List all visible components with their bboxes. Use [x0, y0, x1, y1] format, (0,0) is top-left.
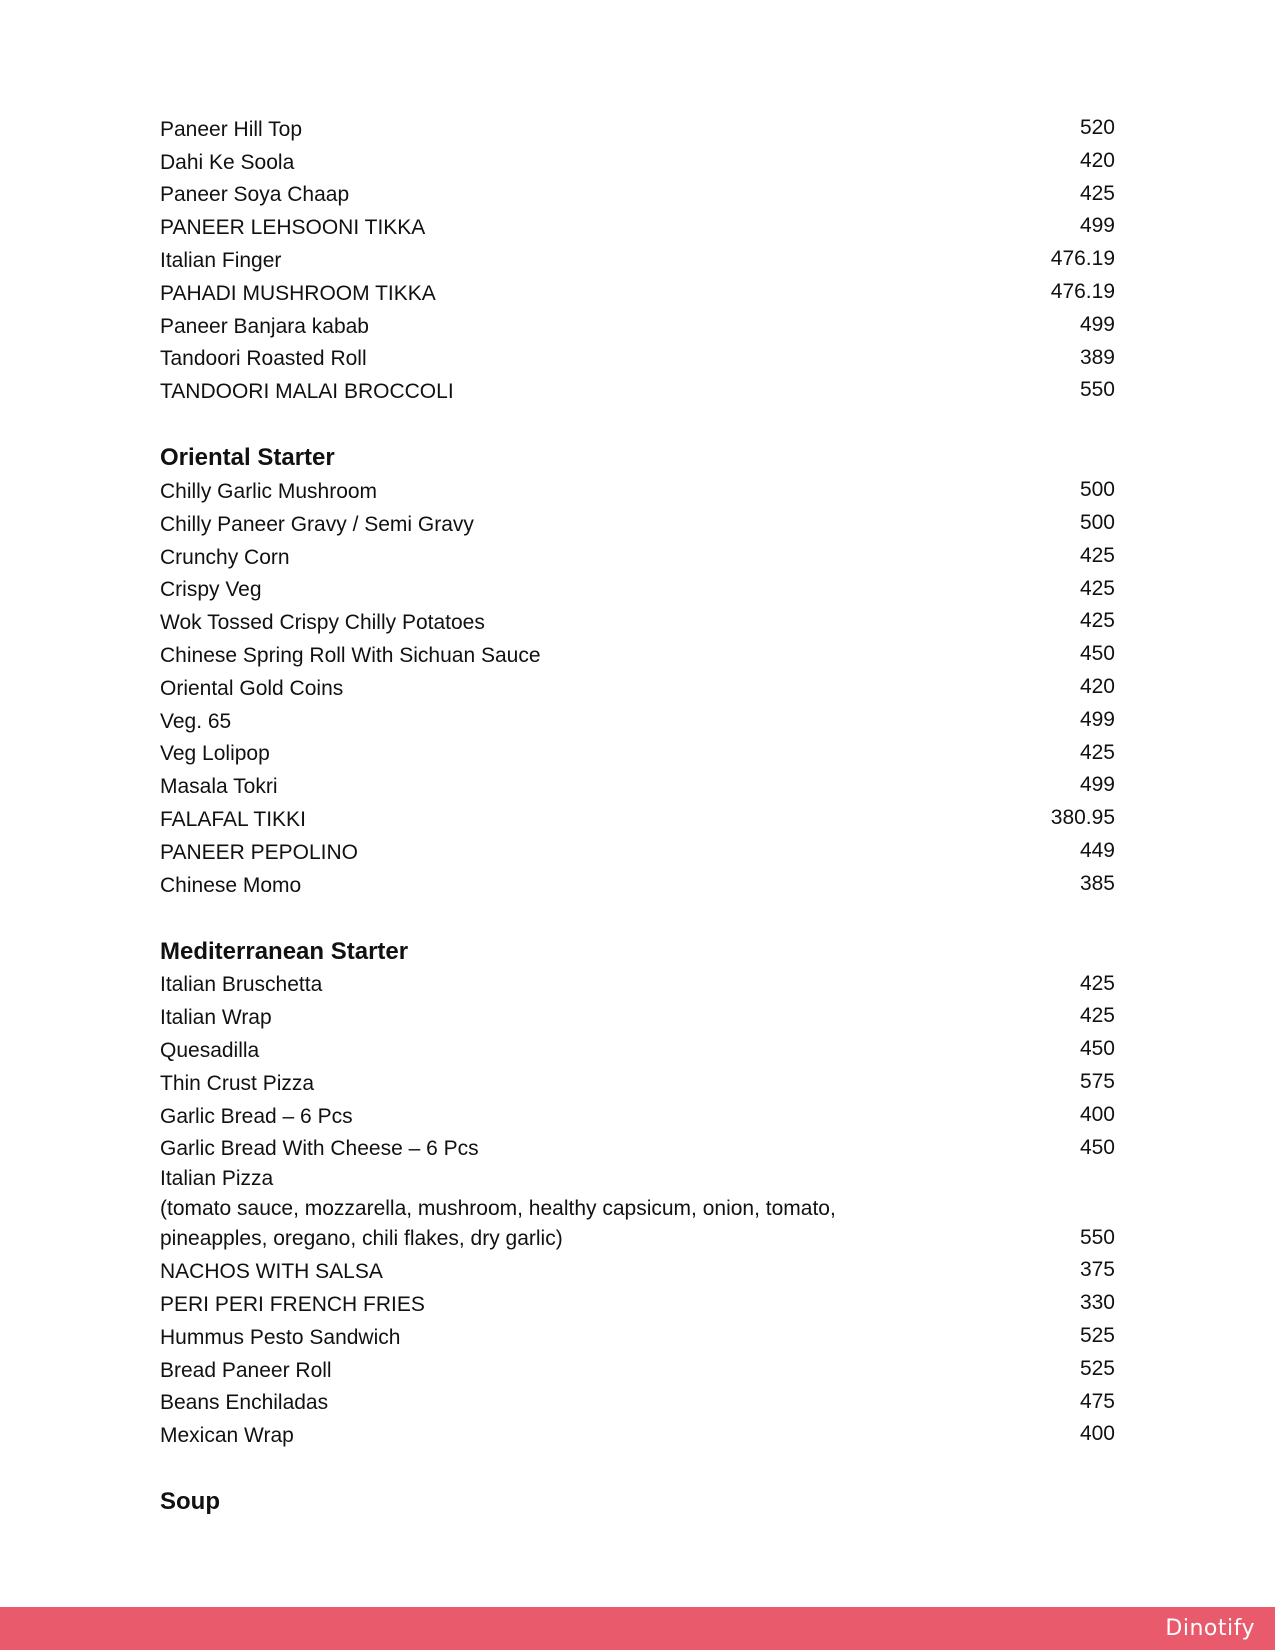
item-name: PANEER LEHSOONI TIKKA: [160, 216, 426, 240]
section-items: [160, 968, 1115, 1452]
item-name: TANDOORI MALAI BROCCOLI: [160, 380, 454, 404]
item-price: 499: [1079, 707, 1115, 731]
item-name: Chinese Momo: [160, 873, 302, 897]
item-price: 475: [1079, 1389, 1115, 1413]
menu-item: [160, 540, 1115, 573]
menu-item: [160, 1386, 1115, 1419]
item-name: Paneer Hill Top: [160, 117, 303, 141]
menu-item: [160, 178, 1115, 211]
item-name: Mexican Wrap: [160, 1424, 294, 1448]
menu-item: [160, 638, 1115, 671]
menu-section-mediterranean-starter: [160, 936, 1115, 1452]
item-price: 500: [1079, 510, 1115, 534]
item-price: 450: [1079, 642, 1115, 666]
item-price: 575: [1079, 1069, 1115, 1093]
menu-item: [160, 1287, 1115, 1320]
section-items: [160, 474, 1115, 900]
item-name: Paneer Soya Chaap: [160, 183, 350, 207]
item-price: 330: [1079, 1291, 1115, 1315]
item-name: NACHOS WITH SALSA: [160, 1260, 383, 1284]
item-name: Beans Enchiladas: [160, 1391, 329, 1415]
item-price: 499: [1079, 214, 1115, 238]
item-name: Garlic Bread – 6 Pcs: [160, 1104, 353, 1128]
item-name: Masala Tokri: [160, 775, 278, 799]
item-name: Hummus Pesto Sandwich: [160, 1325, 401, 1349]
item-price: 425: [1079, 1004, 1115, 1028]
item-name: Italian Wrap: [160, 1006, 272, 1030]
menu-item: [160, 671, 1115, 704]
item-price: 476.19: [1050, 279, 1115, 303]
menu-item: [160, 835, 1115, 868]
item-price: 400: [1079, 1102, 1115, 1126]
menu-section: [160, 112, 1115, 407]
item-name: Italian Bruschetta: [160, 973, 323, 997]
item-name: Italian Finger: [160, 248, 282, 272]
menu-item: [160, 276, 1115, 309]
item-price: 525: [1079, 1356, 1115, 1380]
item-price: 400: [1079, 1422, 1115, 1446]
menu-item: [160, 769, 1115, 802]
menu-item: [160, 1099, 1115, 1132]
menu-item: [160, 868, 1115, 901]
item-price: 380.95: [1050, 806, 1115, 830]
menu-item: [160, 210, 1115, 243]
item-name: Chilly Garlic Mushroom: [160, 479, 378, 503]
item-name: Veg. 65: [160, 709, 232, 733]
item-price: 499: [1079, 312, 1115, 336]
item-name: Crispy Veg: [160, 578, 262, 602]
menu-item: [160, 1320, 1115, 1353]
footer-brand-logo: Dinotify: [1165, 1616, 1255, 1641]
item-price: 375: [1079, 1258, 1115, 1282]
menu-item: [160, 1033, 1115, 1066]
menu-item: [160, 802, 1115, 835]
item-price: 520: [1079, 116, 1115, 139]
item-price: 425: [1079, 609, 1115, 633]
menu-item-with-description: [160, 1164, 1115, 1254]
item-price: 425: [1079, 971, 1115, 995]
item-name: Veg Lolipop: [160, 742, 270, 766]
item-price: 449: [1079, 838, 1115, 862]
menu-item: [160, 1353, 1115, 1386]
menu-item: [160, 968, 1115, 1001]
menu-item: [160, 1254, 1115, 1287]
item-price: 500: [1079, 478, 1115, 502]
item-name: Chinese Spring Roll With Sichuan Sauce: [160, 643, 541, 667]
item-price: 499: [1079, 773, 1115, 797]
menu-item: [160, 1418, 1115, 1451]
menu-item: [160, 507, 1115, 540]
menu-item: [160, 112, 1115, 145]
item-name: Crunchy Corn: [160, 545, 290, 569]
item-name: Paneer Banjara kabab: [160, 314, 369, 338]
section-heading: Soup: [160, 1488, 220, 1516]
item-price: 525: [1079, 1323, 1115, 1347]
menu-page: [160, 112, 1115, 1518]
menu-item: [160, 309, 1115, 342]
item-price: 420: [1079, 674, 1115, 698]
item-price: 550: [1079, 1225, 1115, 1249]
menu-item: [160, 605, 1115, 638]
menu-item: [160, 1000, 1115, 1033]
menu-item: [160, 474, 1115, 507]
menu-item: [160, 1132, 1115, 1165]
menu-item: [160, 243, 1115, 276]
item-price: 550: [1079, 378, 1115, 402]
menu-item: [160, 374, 1115, 407]
section-heading: Mediterranean Starter: [160, 937, 409, 965]
item-name: Chilly Paneer Gravy / Semi Gravy: [160, 512, 474, 536]
item-name: Wok Tossed Crispy Chilly Potatoes: [160, 611, 485, 635]
item-name: Garlic Bread With Cheese – 6 Pcs: [160, 1137, 479, 1161]
item-price: 389: [1079, 345, 1115, 369]
item-price: 420: [1079, 148, 1115, 172]
item-name: Bread Paneer Roll: [160, 1358, 332, 1382]
menu-item: [160, 342, 1115, 375]
item-name: PERI PERI FRENCH FRIES: [160, 1292, 425, 1316]
menu-item: [160, 1066, 1115, 1099]
item-price: 450: [1079, 1037, 1115, 1061]
menu-item: [160, 704, 1115, 737]
item-price: 425: [1079, 181, 1115, 205]
item-price: 425: [1079, 576, 1115, 600]
item-name: Tandoori Roasted Roll: [160, 347, 367, 371]
footer-bar: [0, 1607, 1275, 1650]
menu-item: [160, 573, 1115, 606]
section-heading: Oriental Starter: [160, 444, 335, 472]
item-name: Quesadilla: [160, 1038, 260, 1062]
menu-section-oriental-starter: [160, 442, 1115, 900]
section-items: [160, 112, 1115, 407]
item-price: 425: [1079, 543, 1115, 567]
item-name: PANEER PEPOLINO: [160, 840, 359, 864]
item-name: Italian Pizza (tomato sauce, mozzarella, mushroom, healthy capsicum, onion, tomato, pineapples, oregano, chili flakes, dry garlic): [160, 1167, 836, 1251]
item-name: PAHADI MUSHROOM TIKKA: [160, 281, 436, 305]
menu-item: [160, 737, 1115, 770]
item-price: 425: [1079, 740, 1115, 764]
item-price: 450: [1079, 1135, 1115, 1159]
item-name: Dahi Ke Soola: [160, 150, 295, 174]
item-name: FALAFAL TIKKI: [160, 807, 306, 831]
item-name: Oriental Gold Coins: [160, 676, 344, 700]
menu-section-soup: [160, 1486, 1115, 1518]
item-name: Thin Crust Pizza: [160, 1071, 315, 1095]
item-price: 385: [1079, 871, 1115, 895]
item-price: 476.19: [1050, 247, 1115, 271]
menu-item: [160, 145, 1115, 178]
